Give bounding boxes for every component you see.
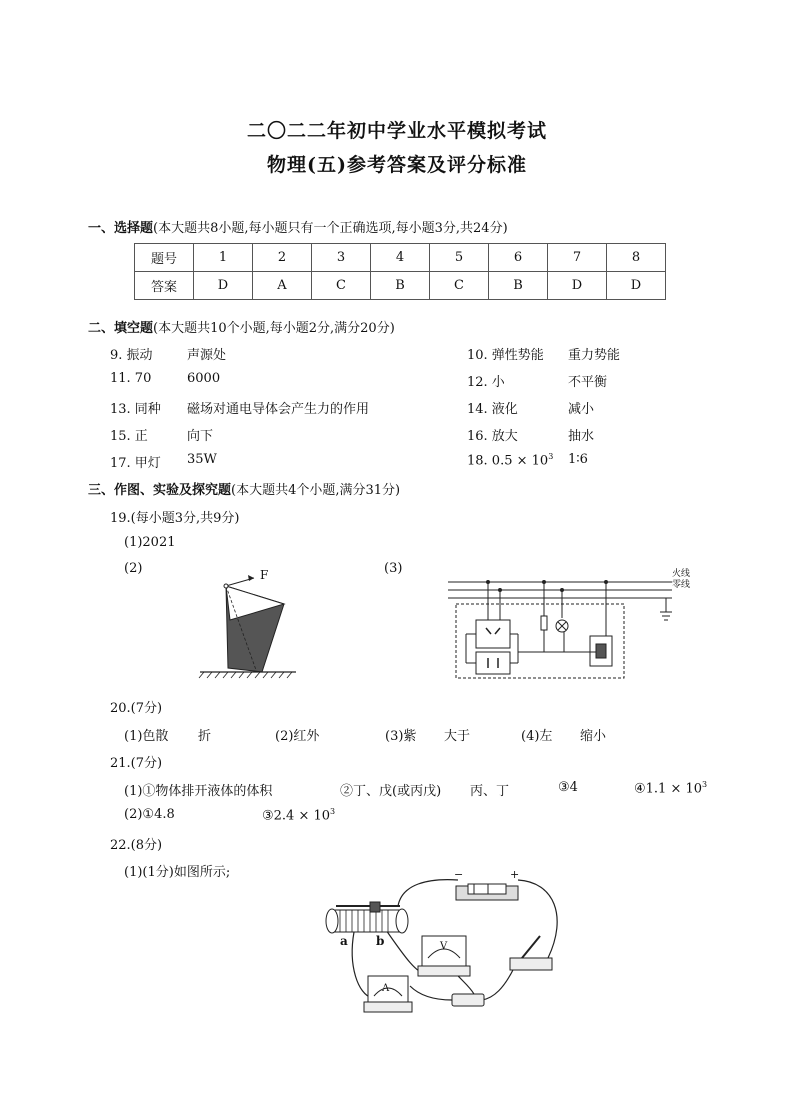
superscript: 3 — [330, 807, 336, 816]
fill-item-13: 13. 同种 — [110, 402, 161, 417]
q19-heading: 19.(每小题3分,共9分) — [110, 511, 240, 526]
section3-note: (本大题共4个小题,满分31分) — [231, 483, 401, 498]
answer-table — [134, 243, 666, 300]
fill-item-16: 16. 放大 — [467, 429, 518, 444]
q21-answer-5-text: ④1.1 × 10 — [634, 781, 703, 797]
fill-answer-14: 减小 — [568, 402, 595, 417]
household-circuit-figure — [446, 566, 692, 684]
q20-answer-4: (3)紫 — [385, 729, 417, 744]
q19-part2: (2) — [124, 561, 143, 576]
q21-heading: 21.(7分) — [110, 756, 163, 771]
fill-item-10: 10. 弹性势能 — [467, 348, 544, 363]
fill-answer-16: 抽水 — [568, 429, 595, 444]
section2-heading — [88, 317, 395, 336]
table-cell: B — [489, 272, 548, 300]
fill-answer-18: 1∶6 — [568, 452, 588, 467]
fill-answer-10: 重力势能 — [568, 348, 621, 363]
table-cell: B — [371, 272, 430, 300]
fill-answer-9: 声源处 — [187, 348, 227, 363]
q21-answer-7 — [262, 807, 335, 823]
fill-item-11: 11. 70 — [110, 371, 152, 386]
table-row-answers — [135, 272, 666, 300]
q21-answer-6: (2)①4.8 — [124, 807, 175, 822]
fill-item-18 — [467, 452, 553, 468]
lever-force-figure — [196, 562, 306, 682]
exam-subtitle: 物理(五)参考答案及评分标准 — [267, 154, 527, 176]
fill-answer-11: 6000 — [187, 371, 221, 386]
q19-part3: (3) — [384, 561, 403, 576]
section2-note: (本大题共10个小题,每小题2分,满分20分) — [153, 321, 395, 336]
table-cell: 5 — [430, 244, 489, 272]
fill-item-9: 9. 振动 — [110, 348, 153, 363]
table-cell: D — [548, 272, 607, 300]
live-wire-label: 火线 — [672, 569, 691, 579]
table-cell: 1 — [194, 244, 253, 272]
q20-answer-2: 折 — [198, 729, 212, 744]
table-cell: 2 — [253, 244, 312, 272]
table-cell: 答案 — [135, 272, 194, 300]
ammeter-label: A — [382, 983, 390, 994]
battery-minus-label: − — [454, 868, 464, 881]
superscript: 3 — [548, 452, 554, 461]
table-cell: D — [607, 272, 666, 300]
section3-heading — [88, 479, 400, 498]
q20-answer-3: (2)红外 — [275, 729, 320, 744]
table-cell: 7 — [548, 244, 607, 272]
section3-title: 三、作图、实验及探究题 — [88, 483, 232, 498]
q21-answer-1: (1)①物体排开液体的体积 — [124, 784, 273, 799]
q20-heading: 20.(7分) — [110, 701, 163, 716]
table-cell: C — [430, 272, 489, 300]
section2-title: 二、填空题 — [88, 321, 154, 336]
fill-item-15: 15. 正 — [110, 429, 148, 444]
table-cell: D — [194, 272, 253, 300]
q19-part1: (1)2021 — [124, 535, 176, 550]
table-row-numbers — [135, 244, 666, 272]
fill-answer-15: 向下 — [187, 429, 214, 444]
neutral-wire-label: 零线 — [672, 580, 691, 590]
q20-answer-1: (1)色散 — [124, 729, 169, 744]
section1-title: 一、选择题 — [88, 221, 154, 236]
table-cell: 6 — [489, 244, 548, 272]
table-cell: 3 — [312, 244, 371, 272]
q21-answer-5 — [634, 780, 707, 796]
q21-answer-3: 丙、丁 — [470, 784, 510, 799]
fill-item-18-text: 18. 0.5 × 10 — [467, 453, 549, 469]
table-cell: 4 — [371, 244, 430, 272]
fill-answer-12: 不平衡 — [568, 375, 608, 390]
table-cell: A — [253, 272, 312, 300]
battery-plus-label: + — [510, 868, 520, 881]
q21-answer-4: ③4 — [558, 780, 578, 795]
fill-item-17: 17. 甲灯 — [110, 456, 161, 471]
force-label: F — [260, 568, 269, 582]
fill-item-12: 12. 小 — [467, 375, 505, 390]
q21-answer-7-text: ③2.4 × 10 — [262, 808, 331, 824]
fill-answer-13: 磁场对通电导体会产生力的作用 — [187, 402, 370, 417]
section1-note: (本大题共8小题,每小题只有一个正确选项,每小题3分,共24分) — [153, 221, 508, 236]
section1-heading — [88, 217, 508, 236]
fill-item-14: 14. 液化 — [467, 402, 518, 417]
table-cell: C — [312, 272, 371, 300]
table-cell: 8 — [607, 244, 666, 272]
q21-answer-2: ②丁、戊(或丙戊) — [340, 784, 442, 799]
exam-title: 二〇二二年初中学业水平模拟考试 — [246, 120, 547, 142]
q22-part1: (1)(1分)如图所示; — [124, 865, 231, 880]
fill-answer-17: 35W — [187, 452, 217, 467]
table-cell: 题号 — [135, 244, 194, 272]
q20-answer-7: 缩小 — [580, 729, 607, 744]
voltmeter-label: V — [440, 941, 448, 952]
q20-answer-6: (4)左 — [521, 729, 553, 744]
rheostat-terminal-b: b — [376, 934, 385, 948]
superscript: 3 — [702, 780, 708, 789]
q20-answer-5: 大于 — [444, 729, 471, 744]
rheostat-terminal-a: a — [340, 934, 348, 948]
q22-heading: 22.(8分) — [110, 838, 163, 853]
